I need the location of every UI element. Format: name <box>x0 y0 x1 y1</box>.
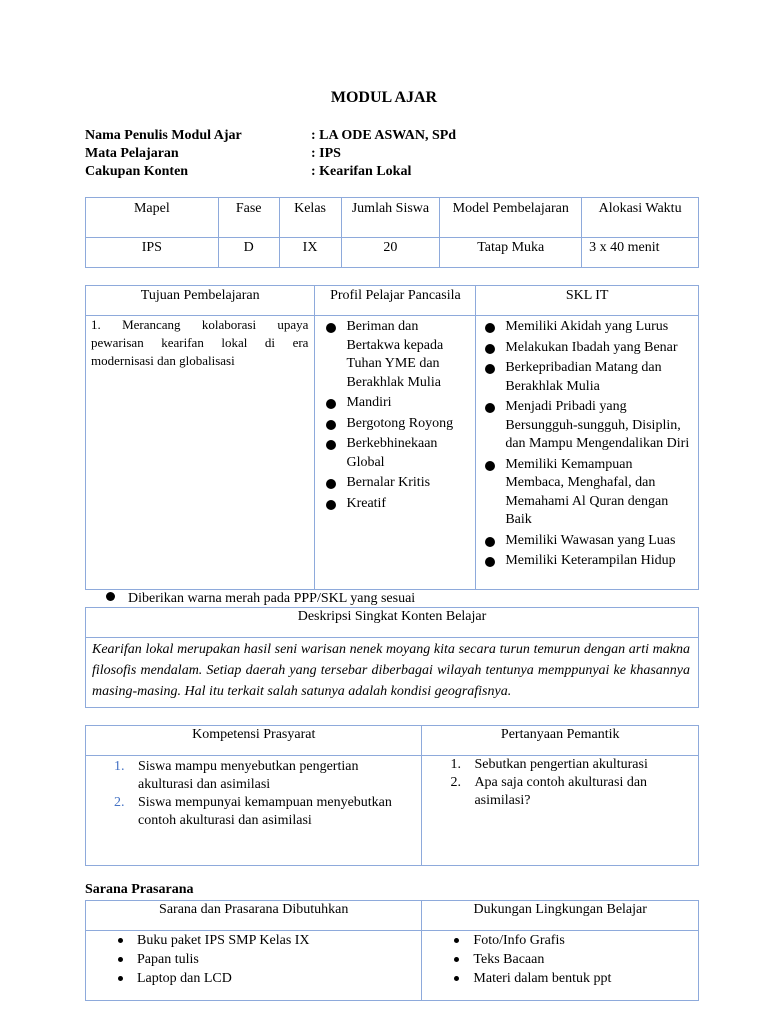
list-item: Papan tulis <box>109 950 413 969</box>
deskripsi-table <box>85 607 699 708</box>
value-cell: 3 x 40 menit <box>582 238 699 268</box>
header-cell: Dukungan Lingkungan Belajar <box>422 901 699 931</box>
header-cell: SKL IT <box>476 286 699 316</box>
meta-label: Mata Pelajaran <box>85 146 179 161</box>
list-item <box>446 756 690 774</box>
page-title: MODUL AJAR <box>330 89 438 106</box>
meta-value: : LA ODE ASWAN, SPd <box>311 128 457 143</box>
header-cell: Jumlah Siswa <box>341 198 440 238</box>
list-item: Memiliki Akidah yang Lurus <box>483 318 694 337</box>
skl-list <box>483 318 694 571</box>
info-table <box>85 197 699 268</box>
value-cell: IX <box>279 238 341 268</box>
list-number: 1. <box>450 757 461 772</box>
profil-cell <box>315 316 476 590</box>
list-item: Memiliki Wawasan yang Luas <box>483 532 694 551</box>
list-item: Beriman dan Bertakwa kepada Tuhan YME dan Berakhlak Mulia <box>324 318 469 392</box>
header-cell: Sarana dan Prasarana Dibutuhkan <box>86 901 422 931</box>
note-text: Diberikan warna merah pada PPP/SKL yang sesuai <box>128 591 416 606</box>
list-number: 1. <box>114 759 125 774</box>
meta-label: Cakupan Konten <box>85 164 189 179</box>
header-cell: Model Pembelajaran <box>440 198 582 238</box>
module-meta <box>85 127 456 181</box>
deskripsi-header: Deskripsi Singkat Konten Belajar <box>86 608 699 638</box>
list-item <box>446 774 690 810</box>
meta-row-subject <box>85 145 456 163</box>
list-item: Buku paket IPS SMP Kelas IX <box>109 931 413 950</box>
header-cell: Mapel <box>86 198 219 238</box>
list-text: Siswa mampu menyebutkan pengertian akulturasi dan asimilasi <box>138 759 359 792</box>
header-cell: Fase <box>218 198 279 238</box>
list-item: Bernalar Kritis <box>324 474 469 493</box>
list-item: Mandiri <box>324 394 469 413</box>
list-item: Foto/Info Grafis <box>445 931 690 950</box>
skl-cell <box>476 316 699 590</box>
dukungan-list <box>445 931 690 988</box>
header-cell: Profil Pelajar Pancasila <box>315 286 476 316</box>
list-item: Melakukan Ibadah yang Benar <box>483 339 694 358</box>
meta-value: : IPS <box>311 146 341 161</box>
list-number: 2. <box>114 795 125 810</box>
value-cell: IPS <box>86 238 219 268</box>
list-item: Laptop dan LCD <box>109 969 413 988</box>
header-cell: Tujuan Pembelajaran <box>86 286 315 316</box>
list-text: Siswa mempunyai kemampuan menyebutkan contoh akulturasi dan asimilasi <box>138 795 392 828</box>
value-cell: Tatap Muka <box>440 238 582 268</box>
note <box>106 590 415 608</box>
meta-row-content <box>85 163 456 181</box>
meta-row-author <box>85 127 456 145</box>
list-item: Memiliki Kemampuan Membaca, Menghafal, dan Memahami Al Quran dengan Baik <box>483 456 694 530</box>
meta-label: Nama Penulis Modul Ajar <box>85 128 242 143</box>
header-cell: Alokasi Waktu <box>582 198 699 238</box>
kompetensi-table <box>85 725 699 866</box>
list-text: Sebutkan pengertian akulturasi <box>474 757 648 772</box>
list-item <box>110 758 413 794</box>
list-item: Berkepribadian Matang dan Berakhlak Mulia <box>483 359 694 396</box>
list-item: Bergotong Royong <box>324 415 469 434</box>
list-text: Apa saja contoh akulturasi dan asimilasi? <box>474 775 648 808</box>
goals-table <box>85 285 699 590</box>
header-cell: Kelas <box>279 198 341 238</box>
dukungan-cell <box>422 931 699 1001</box>
profil-list <box>324 318 469 513</box>
header-cell: Kompetensi Prasyarat <box>86 726 422 756</box>
kompetensi-list <box>110 758 413 830</box>
list-item <box>110 794 413 830</box>
kompetensi-left-cell <box>86 756 422 866</box>
list-item: Teks Bacaan <box>445 950 690 969</box>
list-item: Kreatif <box>324 495 469 514</box>
value-cell: 20 <box>341 238 440 268</box>
header-cell: Pertanyaan Pemantik <box>422 726 699 756</box>
value-cell: D <box>218 238 279 268</box>
list-item: Menjadi Pribadi yang Bersungguh-sungguh, Disiplin, dan Mampu Mengendalikan Diri <box>483 398 694 454</box>
tujuan-cell: 1. Merancang kolaborasi upaya pewarisan kearifan lokal di era modernisasi dan globalisasi <box>86 316 315 590</box>
pemantik-list <box>446 756 690 810</box>
list-item: Materi dalam bentuk ppt <box>445 969 690 988</box>
list-item: Memiliki Keterampilan Hidup <box>483 552 694 571</box>
bullet-icon <box>106 592 115 601</box>
deskripsi-text: Kearifan lokal merupakan hasil seni warisan nenek moyang kita secara turun temurun dengan arti makna filosofis mendalam. Setiap daerah yang tersebar diberbagai wilayah tentunya memppunyai ke khasannya masing-masing. Hal itu terkait salah satunya adalah kondisi geografisnya. <box>86 638 699 708</box>
sarana-left-cell <box>86 931 422 1001</box>
section-title: Sarana Prasarana <box>85 882 194 897</box>
sarana-table <box>85 900 699 1001</box>
meta-value: : Kearifan Lokal <box>311 164 412 179</box>
pemantik-cell <box>422 756 699 866</box>
sarana-list <box>109 931 413 988</box>
list-number: 2. <box>450 775 461 790</box>
list-item: Berkebhinekaan Global <box>324 435 469 472</box>
